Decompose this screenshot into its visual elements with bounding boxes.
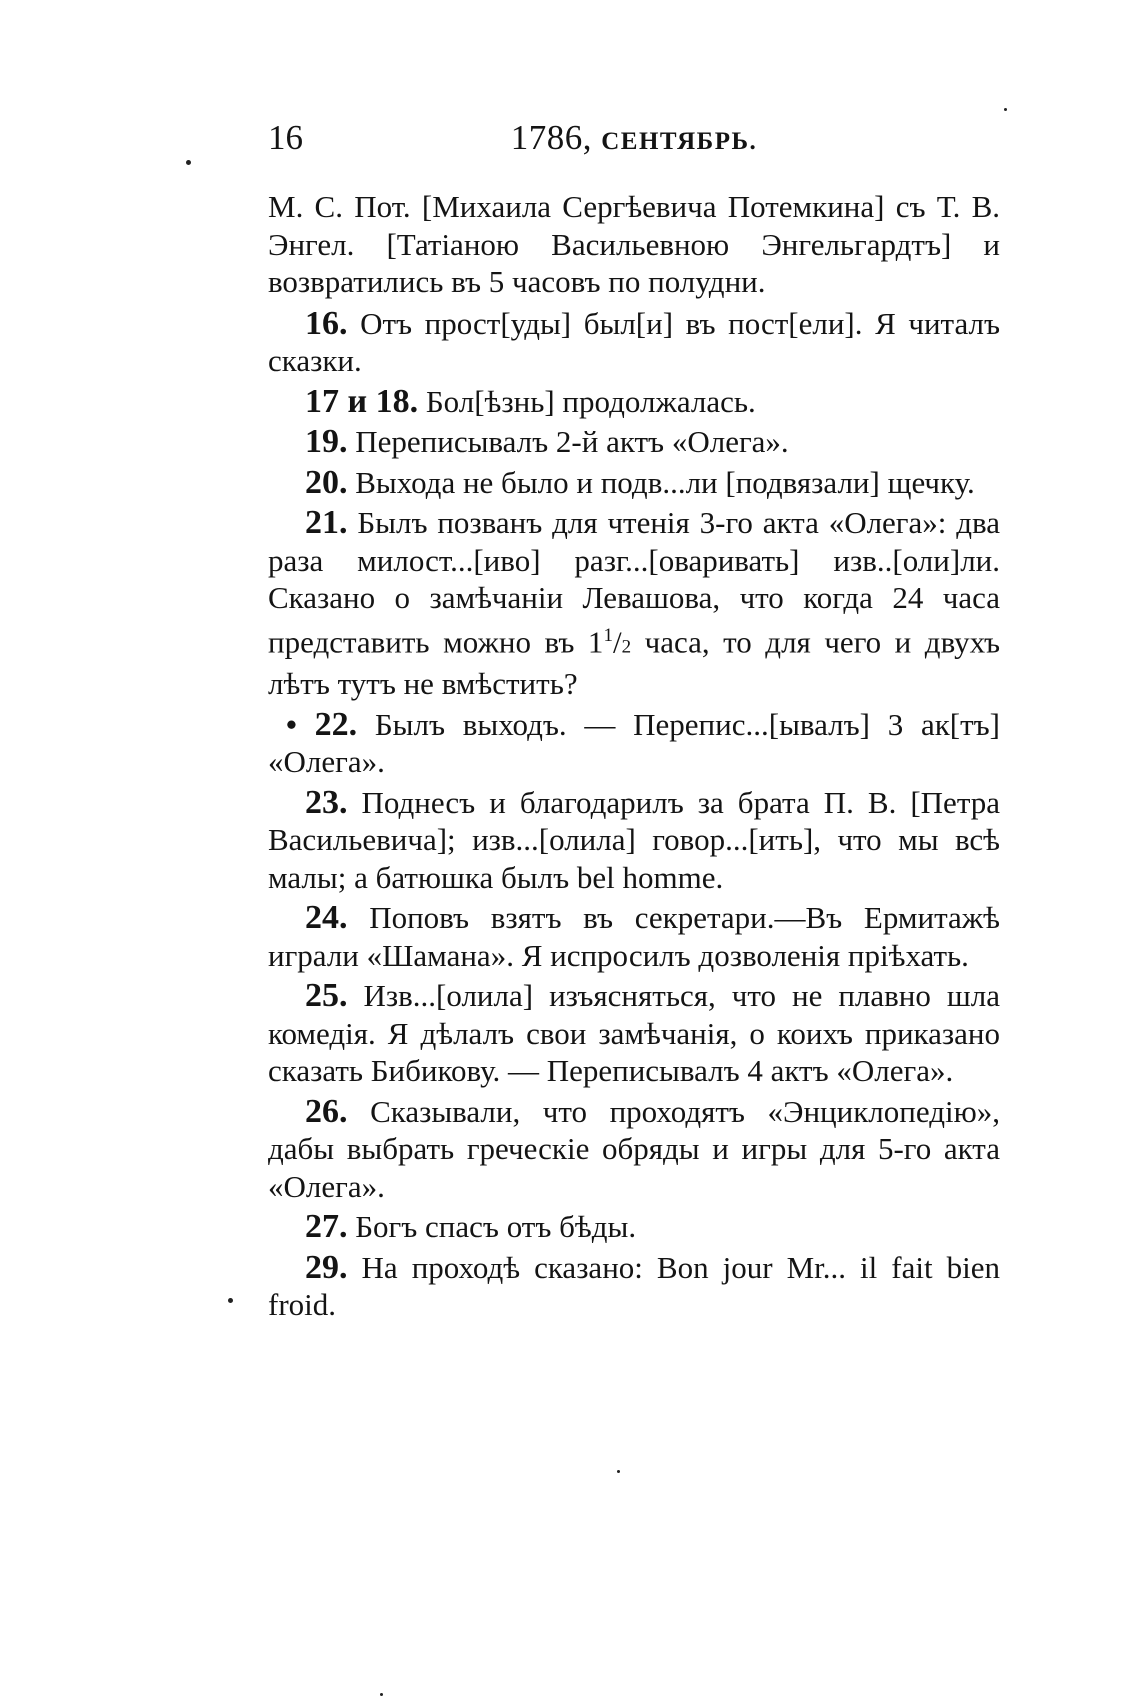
running-head [268, 118, 1000, 158]
diary-entry [268, 383, 1000, 421]
diary-entry [268, 305, 1000, 380]
entry-text: Поднесъ и благодарилъ за брата П. В. [Петра Васильевича]; изв...[олила] говор...[ить], что мы всѣ малы; а батюшка былъ bel homme. [268, 784, 1001, 895]
running-head-month: СЕНТЯБРЬ. [601, 128, 758, 155]
diary-entry [268, 423, 1000, 461]
diary-entry [268, 1249, 1000, 1324]
scan-speck [186, 160, 191, 165]
entry-date: 20. [305, 463, 348, 501]
scan-speck [617, 1470, 620, 1473]
entry-text: Былъ выходъ. — Перепис...[ывалъ] 3 ак[тъ] «Олега». [268, 706, 1001, 780]
diary-entry [268, 784, 1000, 897]
page-header [268, 118, 1000, 168]
entry-text: Бол[ѣзнь] продолжалась. [425, 383, 756, 419]
entry-text: Переписывалъ 2-й актъ «Олега». [355, 424, 789, 459]
entry-text: М. С. Пот. [Михаила Сергѣевича Потемкина] съ Т. В. Энгел. [Татіаною Васильевною Энгельгардтъ] и возвратились въ 5 часовъ по полудни. [268, 189, 1000, 299]
entry-date: 29. [305, 1248, 348, 1286]
diary-entry [268, 1093, 1000, 1206]
entry-date: 26. [305, 1092, 348, 1130]
diary-entry [268, 464, 1000, 502]
entry-date: 16. [305, 304, 348, 342]
entry-text: Былъ позванъ для чтенія 3-го акта «Олега»: два раза милост...[иво] разг...[оваривать] изв..[оли]ли. Сказано о замѣчаніи Левашова, что когда 24 часа представить можно въ 1 [268, 505, 1000, 659]
fraction-slash: / [612, 623, 622, 659]
entry-text: Отъ прост[уды] был[и] въ пост[ели]. Я читалъ сказки. [268, 305, 1001, 378]
diary-entry [268, 504, 1000, 703]
entry-date: 25. [305, 977, 348, 1015]
running-head-year: 1786, [510, 118, 592, 157]
diary-entry-continuation [268, 188, 1000, 301]
diary-text [268, 188, 1000, 1327]
entry-date: 23. [305, 783, 348, 821]
entry-text: Поповъ взятъ въ секретари.—Въ Ермитажѣ играли «Шамана». Я испросилъ дозволенія пріѣхать. [268, 900, 1001, 973]
bullet-mark: • [286, 706, 297, 742]
scan-speck [1004, 108, 1007, 111]
fraction-denominator: 2 [621, 635, 632, 657]
diary-entry [268, 1208, 1000, 1246]
scan-speck [380, 1693, 383, 1696]
entry-date: 21. [305, 504, 348, 541]
entry-date: 19. [305, 423, 348, 460]
entry-date: 17 и 18. [305, 382, 419, 420]
entry-date: 24. [305, 899, 348, 937]
entry-text: На проходѣ сказано: Bon jour Mr... il fait bien froid. [268, 1249, 1000, 1323]
diary-entry [268, 899, 1000, 974]
diary-entry [268, 977, 1000, 1090]
diary-entry [268, 706, 1000, 781]
page-number: 16 [268, 118, 303, 157]
entry-text-continued: часа, то для чего и двухъ лѣтъ тутъ не вмѣстить? [268, 623, 1000, 702]
entry-text: Сказывали, что проходятъ «Энциклопедію», дабы выбрать греческіе обряды и игры для 5-го акта «Олега». [268, 1093, 1000, 1204]
scan-speck [228, 1298, 233, 1303]
fraction-numerator: 1 [603, 624, 613, 646]
entry-text: Выхода не было и подв...ли [подвязали] щечку. [355, 464, 975, 500]
entry-text: Богъ спасъ отъ бѣды. [355, 1209, 637, 1245]
entry-date: 27. [305, 1208, 348, 1246]
entry-text: Изв...[олила] изъясняться, что не плавно шла комедія. Я дѣлалъ свои замѣчанія, о коихъ приказано сказать Бибикову. — Переписывалъ 4 актъ «Олега». [268, 978, 1000, 1089]
entry-date: 22. [314, 705, 358, 743]
